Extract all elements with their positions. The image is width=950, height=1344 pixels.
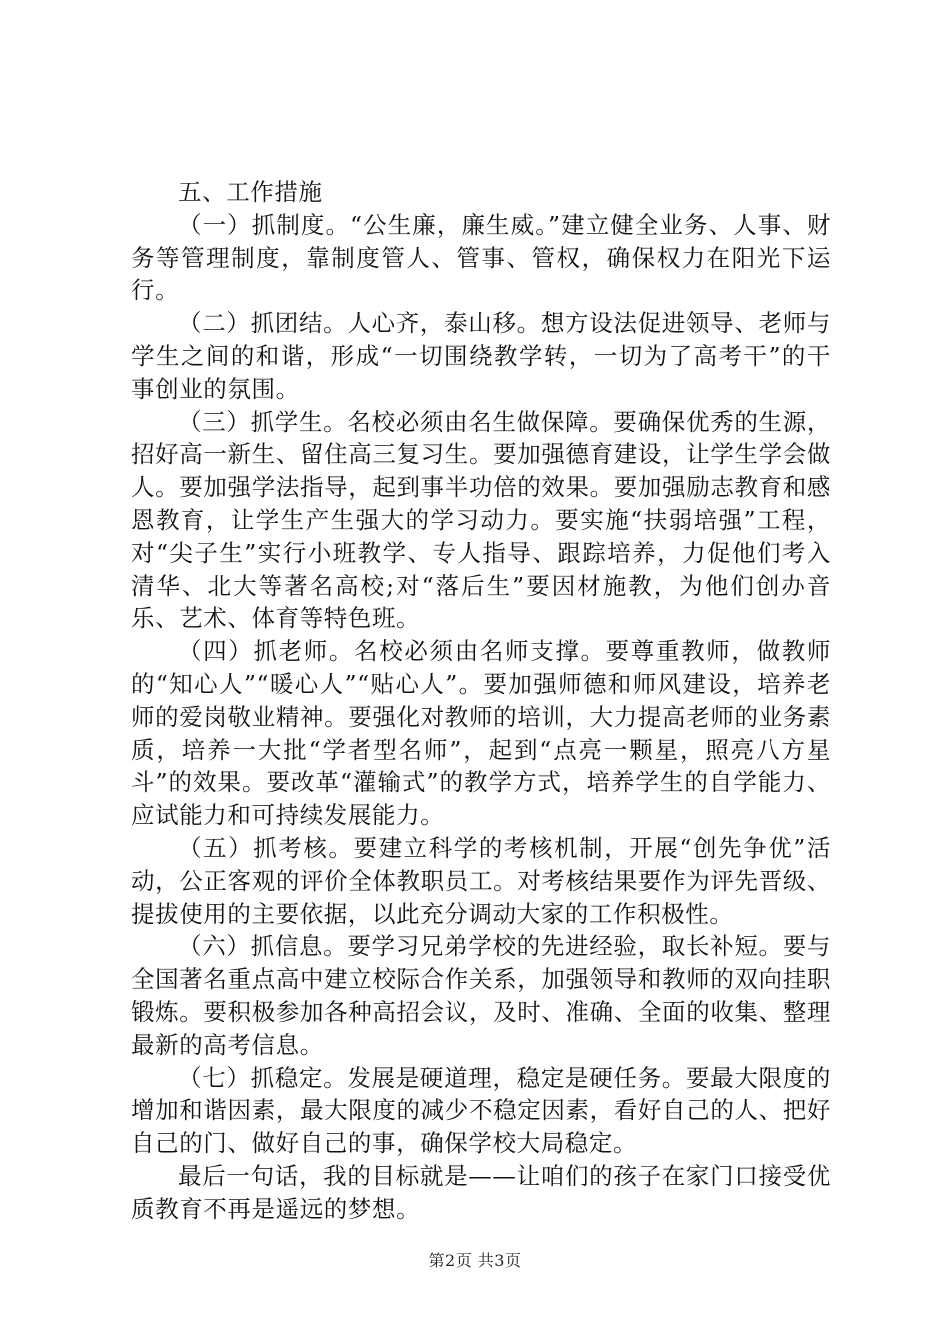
paragraph-stability: （七）抓稳定。发展是硬道理，稳定是硬任务。要最大限度的增加和谐因素，最大限度的减少不稳定因素，看好自己的人、把好自己的门、做好自己的事，确保学校大局稳定。: [131, 1063, 831, 1158]
paragraph-teachers: （四）抓老师。名校必须由名师支撑。要尊重教师，做教师的“知心人”“暖心人”“贴心人”。要加强师德和师风建设，培养老师的爱岗敬业精神。要强化对教师的培训，大力提高老师的业务素质，培养一大批“学者型名师”，起到“点亮一颗星，照亮八方星斗”的效果。要改革“灌输式”的教学方式，培养学生的自学能力、应试能力和可持续发展能力。: [131, 637, 831, 830]
section-heading: 五、工作措施: [178, 178, 323, 206]
paragraph-assessment: （五）抓考核。要建立科学的考核机制，开展“创先争优”活动，公正客观的评价全体教职员工。对考核结果要作为评先晋级、提拔使用的主要依据，以此充分调动大家的工作积极性。: [131, 833, 831, 928]
paragraph-students: （三）抓学生。名校必须由名生做保障。要确保优秀的生源，招好高一新生、留住高三复习生。要加强德育建设，让学生学会做人。要加强学法指导，起到事半功倍的效果。要加强励志教育和感恩教育，让学生产生强大的学习动力。要实施“扶弱培强”工程，对“尖子生”实行小班教学、专人指导、跟踪培养，力促他们考入清华、北大等著名高校;对“落后生”要因材施教，为他们创办音乐、艺术、体育等特色班。: [131, 407, 831, 633]
paragraph-unity: （二）抓团结。人心齐，泰山移。想方设法促进领导、老师与学生之间的和谐，形成“一切围绕教学转，一切为了高考干”的干事创业的氛围。: [131, 309, 831, 403]
paragraph-closing: 最后一句话，我的目标就是——让咱们的孩子在家门口接受优质教育不再是遥远的梦想。: [131, 1161, 831, 1223]
paragraph-information: （六）抓信息。要学习兄弟学校的先进经验，取长补短。要与全国著名重点高中建立校际合作关系，加强领导和教师的双向挂职锻炼。要积极参加各种高招会议，及时、准确、全面的收集、整理最新的高考信息。: [131, 932, 831, 1059]
document-body: [131, 176, 831, 1226]
page-number-footer: 第2页 共3页: [428, 1251, 522, 1270]
paragraph-system: （一）抓制度。“公生廉，廉生威。”建立健全业务、人事、财务等管理制度，靠制度管人、管事、管权，确保权力在阳光下运行。: [131, 210, 831, 305]
